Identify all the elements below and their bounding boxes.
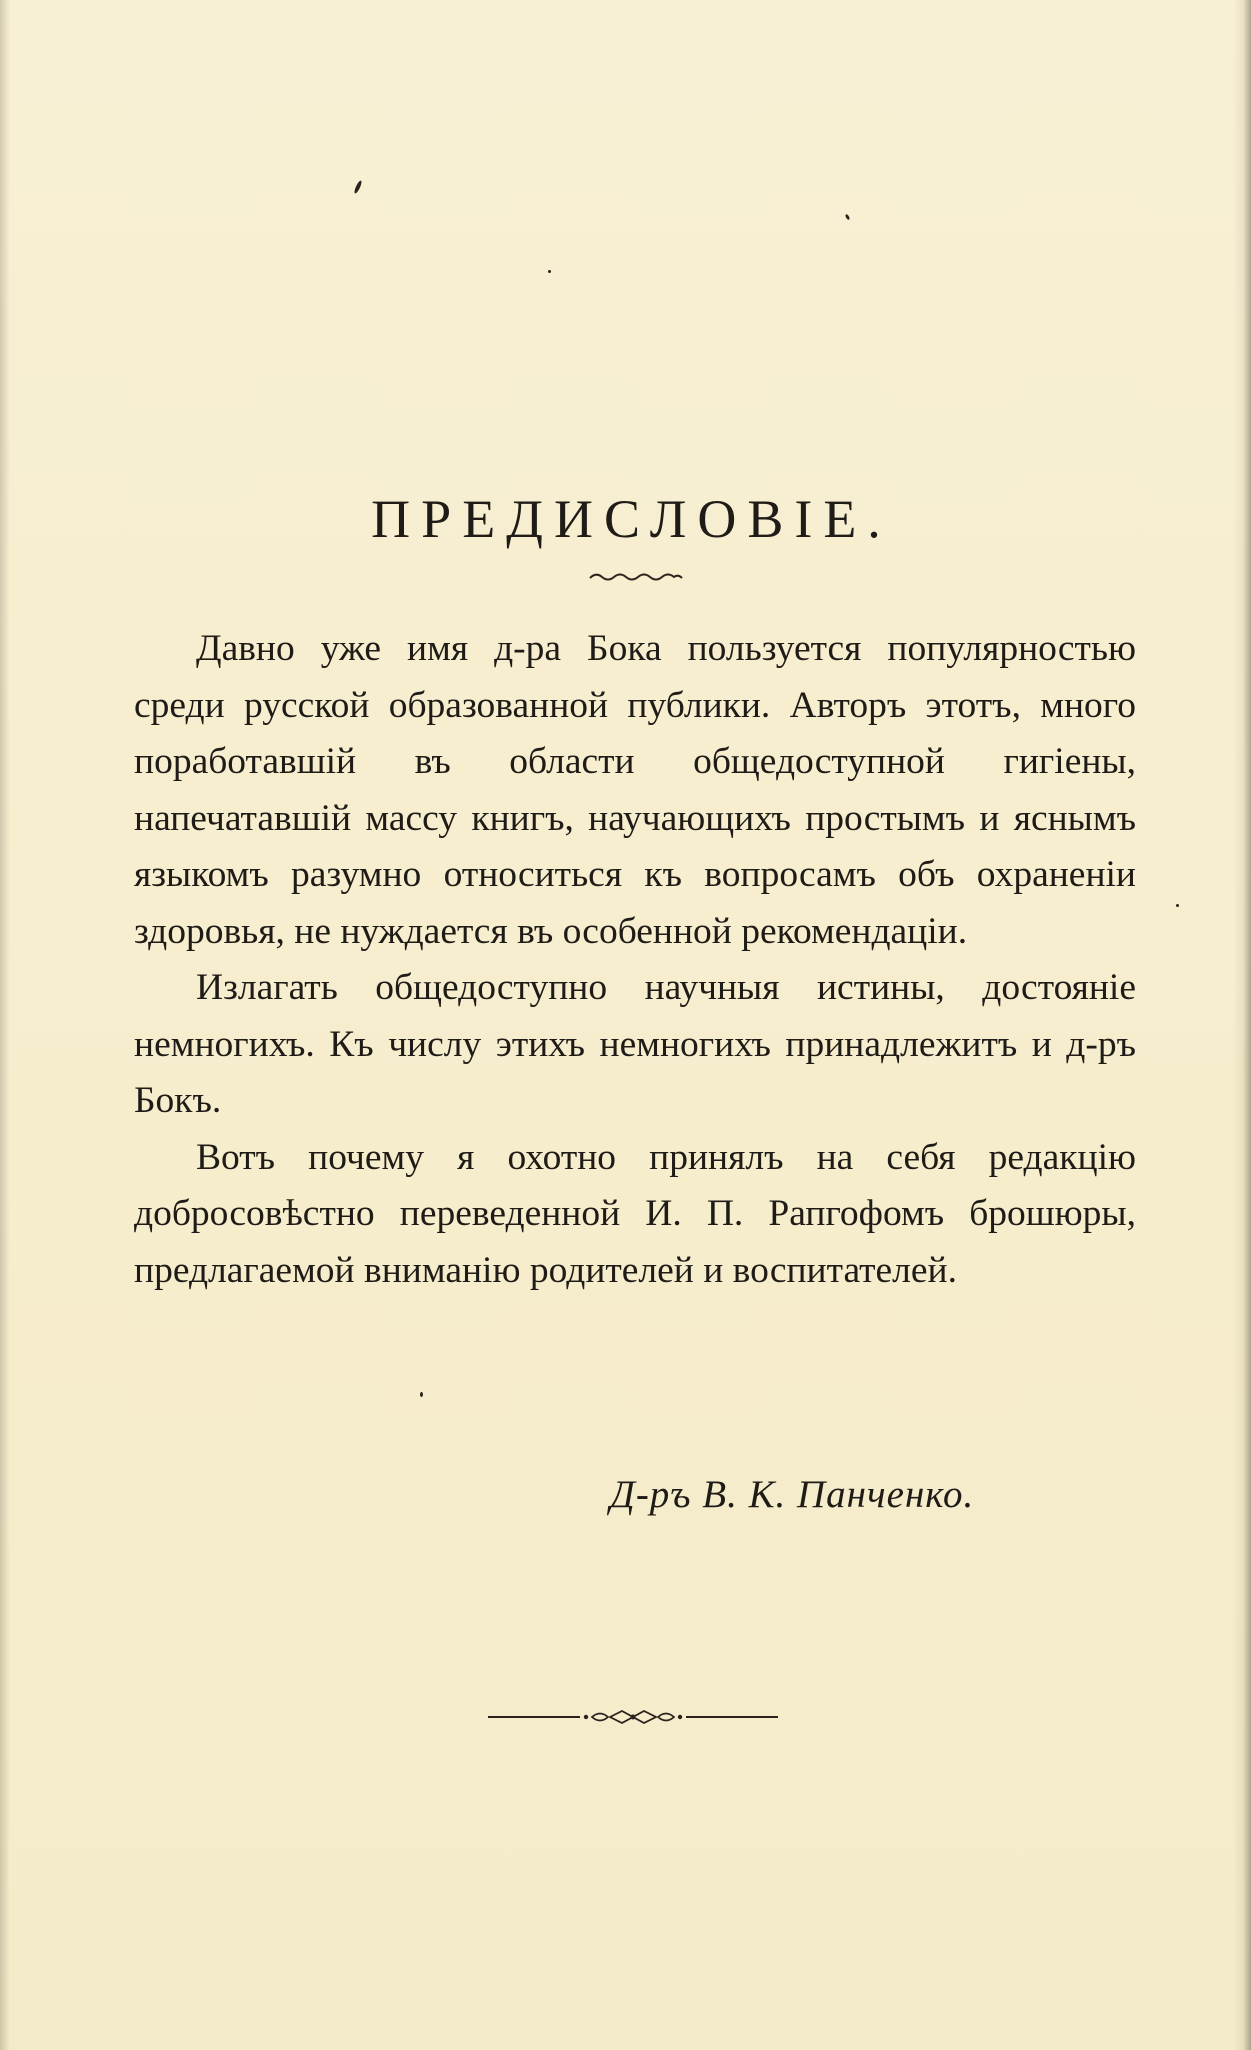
ink-speck [353,180,363,194]
ink-speck [1176,904,1179,907]
ink-speck [548,270,551,273]
ink-speck [420,1392,423,1397]
ink-speck [845,214,851,221]
title-underline-ornament [588,568,684,584]
paragraph: Вотъ почему я охотно принялъ на себя редакцію добросовѣстно переведенной И. П. Рапгофомъ брошюры, предлагаемой вниманію родителей и воспитателей. [134,1136,1136,1291]
signature: Д-ръ В. К. Панченко. [610,1473,975,1516]
page-title: ПРЕДИСЛОВІЕ. [371,489,892,549]
end-ornament [488,1708,778,1726]
preface-body [134,621,1136,1299]
paragraph: Излагать общедоступно научныя истины, достояніе немногихъ. Къ числу этихъ немногихъ принадлежитъ и д-ръ Бокъ. [134,967,1136,1121]
page-right-edge-shadow [1233,0,1251,2050]
page-left-edge-shadow [0,0,10,2050]
paragraph: Давно уже имя д-ра Бока пользуется популярностью среди русской образованной публики. Авторъ этотъ, много поработавшій въ области общедоступной гигіены, напечатавшій массу книгъ, научающихъ простымъ и яснымъ языкомъ разумно относиться къ вопросамъ объ охраненіи здоровья, не нуждается въ особенной рекомендаціи. [134,628,1136,952]
